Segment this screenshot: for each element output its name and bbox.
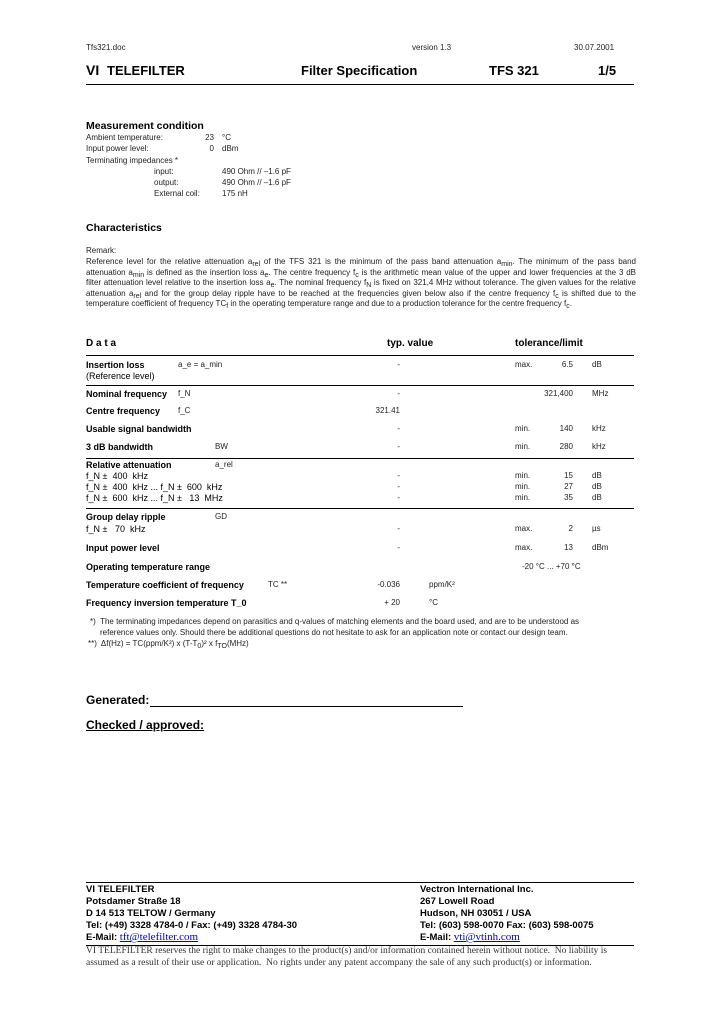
term-output-value: 490 Ohm // –1.6 pF (222, 178, 291, 187)
row-typ-value: + 20 (384, 598, 400, 607)
row-limit-type: min. (515, 493, 531, 502)
footer-company: VI TELEFILTER (86, 884, 155, 895)
generated-label: Generated: (86, 693, 150, 707)
table-divider (86, 508, 634, 509)
row-limit-type: max. (515, 543, 533, 552)
brand-name: TELEFILTER (107, 63, 185, 78)
row-typ-value: - (397, 524, 400, 533)
term-input-label: input: (154, 167, 174, 176)
row-name: f_N ± 600 kHz ... f_N ± 13 MHz (86, 493, 223, 503)
row-unit: µs (592, 524, 601, 533)
email-link[interactable]: vti@vtinh.com (453, 931, 520, 943)
table-divider (86, 355, 634, 356)
row-name: f_N ± 70 kHz (86, 524, 146, 534)
email-link[interactable]: tft@telefilter.com (119, 931, 199, 943)
row-symbol: GD (215, 512, 227, 521)
footer-phone: Tel: (+49) 3328 4784-0 / Fax: (+49) 3328 4784-30 (86, 920, 298, 931)
row-name: Frequency inversion temperature T_0 (86, 598, 247, 608)
row-typ-value: 321.41 (375, 406, 400, 415)
row-unit: dB (592, 360, 602, 369)
row-name: (Reference level) (86, 371, 155, 381)
row-limit-value: 321,400 (544, 389, 573, 398)
disclaimer-line: VI TELEFILTER reserves the right to make changes to the product(s) and/or information contained herein without notice. No liability is (86, 946, 608, 956)
ambient-temp-unit: °C (222, 133, 231, 142)
footnote-1-cont: reference values only. Should there be additional questions do not hesitate to ask for an application note or contact our design team. (100, 628, 568, 637)
table-divider (86, 458, 634, 459)
header-divider (86, 84, 634, 85)
footer-city: D 14 513 TELTOW / Germany (86, 908, 216, 919)
col-tolerance: tolerance/limit (515, 338, 583, 349)
row-limit-type: max. (515, 524, 533, 533)
external-coil-value: 175 nH (222, 189, 248, 198)
row-name: Nominal frequency (86, 389, 168, 399)
row-name: Operating temperature range (86, 562, 211, 572)
email-label: E-Mail: (86, 932, 118, 943)
row-limit-value: 280 (559, 442, 573, 451)
footer-company-us: Vectron International Inc. (420, 884, 534, 895)
row-limit-type: min. (515, 482, 531, 491)
row-limit-type: max. (515, 360, 533, 369)
row-limit-value: 140 (559, 424, 573, 433)
remark-label: Remark: (86, 246, 117, 255)
footer-street-us: 267 Lowell Road (420, 896, 495, 907)
ambient-temp-value: 23 (205, 133, 214, 142)
row-name: f_N ± 400 kHz ... f_N ± 600 kHz (86, 482, 223, 492)
row-unit: dB (592, 482, 602, 491)
row-symbol: TC ** (268, 580, 288, 589)
row-limit-type: min. (515, 424, 531, 433)
row-limit-value: 2 (568, 524, 573, 533)
row-name: Group delay ripple (86, 512, 166, 522)
footer-city-us: Hudson, NH 03051 / USA (420, 908, 532, 919)
row-symbol: a_e = a_min (178, 360, 223, 369)
input-power-label: Input power level: (86, 144, 149, 153)
footer-street: Potsdamer Straße 18 (86, 896, 181, 907)
row-symbol: a_rel (215, 460, 233, 469)
row-name: Relative attenuation (86, 460, 172, 470)
doc-title: Filter Specification (301, 63, 418, 78)
row-name: f_N ± 400 kHz (86, 471, 148, 481)
row-unit: kHz (592, 424, 606, 433)
header-version: version 1.3 (412, 43, 452, 52)
table-divider (86, 385, 634, 386)
col-typ-value: typ. value (387, 338, 434, 349)
row-unit: MHz (592, 389, 609, 398)
row-unit: kHz (592, 442, 606, 451)
row-typ-value: - (397, 389, 400, 398)
row-name: Centre frequency (86, 406, 161, 416)
row-unit: dBm (592, 543, 609, 552)
footer-phone-us: Tel: (603) 598-0070 Fax: (603) 598-0075 (420, 920, 594, 931)
row-limit-type: min. (515, 471, 531, 480)
email-label: E-Mail: (420, 932, 452, 943)
row-symbol: f_C (178, 406, 191, 415)
header-date: 30.07.2001 (574, 43, 615, 52)
row-limit-value: 27 (564, 482, 573, 491)
product-code: TFS 321 (489, 63, 539, 78)
terminating-impedances-label: Terminating impedances * (86, 156, 179, 165)
measurement-title: Measurement condition (86, 120, 204, 132)
page-number: 1/5 (598, 63, 617, 78)
generated-signature-line (150, 706, 463, 707)
row-name: Usable signal bandwidth (86, 424, 192, 434)
row-unit: dB (592, 493, 602, 502)
row-symbol: f_N (178, 389, 191, 398)
row-typ-value: - (397, 471, 400, 480)
ambient-temp-label: Ambient temperature: (86, 133, 163, 142)
row-typ-value: - (397, 442, 400, 451)
footer-divider (86, 882, 634, 883)
checked-label: Checked / approved: (86, 718, 205, 732)
input-power-value: 0 (209, 144, 214, 153)
row-limit-value: 15 (564, 471, 573, 480)
header-filename: Tfs321.doc (86, 43, 126, 52)
row-limit-value: 35 (564, 493, 573, 502)
row-typ-value: - (397, 493, 400, 502)
row-range: -20 °C ... +70 °C (522, 562, 581, 571)
term-output-label: output: (154, 178, 179, 187)
row-typ-value: - (397, 360, 400, 369)
brand-logo-vi: VI (86, 62, 100, 78)
row-limit-value: 13 (564, 543, 573, 552)
external-coil-label: External coil: (154, 189, 200, 198)
input-power-unit: dBm (222, 144, 239, 153)
row-name: Insertion loss (86, 360, 145, 370)
col-data: D a t a (86, 338, 117, 349)
row-name: Temperature coefficient of frequency (86, 580, 244, 590)
row-name: 3 dB bandwidth (86, 442, 153, 452)
row-limit-value: 6.5 (561, 360, 573, 369)
disclaimer-line: assumed as a result of their use or application. No rights under any patent accompany the sale of any such product(s) or information. (86, 958, 592, 968)
row-unit: dB (592, 471, 602, 480)
footnote-2: **) Δf(Hz) = TC(ppm/K²) x $(T-T_0)^2$ x $f_{TO}(MHz)$ (88, 639, 249, 650)
row-typ-value: -0.036 (377, 580, 400, 589)
remark-text: Reference level for the relative attenuation $a_{rel}$ of the TFS 321 is the minimum of the pass band attenuation $a_{min}$. The minimum of the pass band attenuation $a_{min}$ is defined as the insertion loss $a_e$. The centre frequency $f_c$ is the arithmetic mean value of the upper and lower frequencies at the 3 dB filter attenuation level relative to the insertion loss $a_e$. The nominal frequency $f_N$ is fixed on 321,4 MHz without tolerance. The given values for the relative attenuation $a_{rel}$ and for the group delay ripple have to be reached at the frequencies given below also if the centre frequency $f_c$ is shifted due to the temperature coefficient of frequency $TC_f$ in the operating temperature range and due to a production tolerance for the centre frequency $f_c$. (86, 257, 637, 311)
characteristics-title: Characteristics (86, 222, 162, 234)
term-input-value: 490 Ohm // –1.6 pF (222, 167, 291, 176)
row-name: Input power level (86, 543, 160, 553)
footnote-1: *) The terminating impedances depend on parasitics and q-values of matching elements and the board used, and are to be understood as (90, 617, 580, 626)
row-typ-unit: ppm/K² (429, 580, 455, 589)
row-typ-value: - (397, 424, 400, 433)
row-typ-value: - (397, 482, 400, 491)
row-limit-type: min. (515, 442, 531, 451)
row-typ-unit: °C (429, 598, 438, 607)
row-symbol: BW (215, 442, 228, 451)
row-typ-value: - (397, 543, 400, 552)
